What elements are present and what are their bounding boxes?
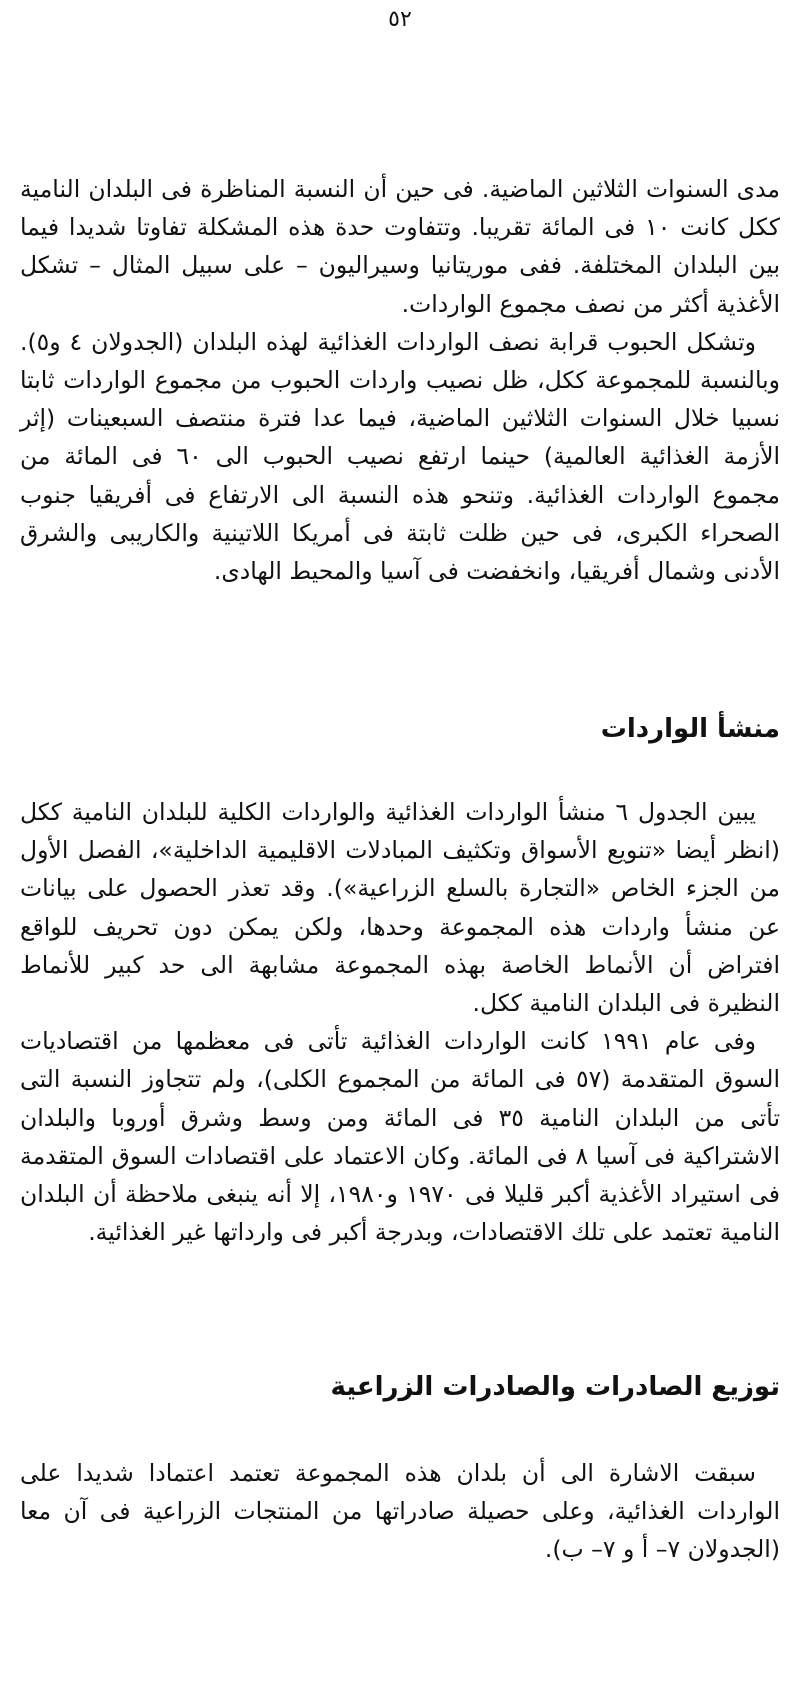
paragraph-import-share: مدى السنوات الثلاثين الماضية. فى حين أن النسبة المناظرة فى البلدان النامية ككل كانت ١٠ فى المائة تقريبا. وتتفاوت حدة هذه المشكلة تفاوتا شديدا فيما بين البلدان المختلفة. ففى موريتانيا وسيراليون – على سبيل المثال – تشكل الأغذية أكثر من نصف مجموع الواردات. — [20, 175, 781, 318]
paragraph-export-dependence: سبقت الاشارة الى أن بلدان هذه المجموعة تعتمد اعتمادا شديدا على الواردات الغذائية، وعلى حصيلة صادراتها من المنتجات الزراعية فى آن معا (الجدولان ٧– أ و ٧– ب). — [20, 1459, 780, 1564]
section-body-import-origin — [20, 793, 780, 1251]
page-number: ٥٢ — [388, 7, 412, 32]
section-body-intro — [20, 170, 780, 590]
section-body-export-distribution — [20, 1454, 780, 1569]
heading-export-distribution: توزيع الصادرات والصادرات الزراعية — [330, 1372, 780, 1402]
paragraph-cereals-share: وتشكل الحبوب قرابة نصف الواردات الغذائية لهذه البلدان (الجدولان ٤ و٥). وبالنسبة للمجموعة ككل، ظل نصيب واردات الحبوب من مجموع الواردات ثابتا نسبيا خلال السنوات الثلاثين الماضية، فيما عدا فترة منتصف السبعينات (إثر الأزمة الغذائية العالمية) حينما ارتفع نصيب الحبوب الى ٦٠ فى المائة من مجموع الواردات الغذائية. وتنحو هذه النسبة الى الارتفاع فى أفريقيا جنوب الصحراء الكبرى، فى حين ظلت ثابتة فى أمريكا اللاتينية والكاريبى والشرق الأدنى وشمال أفريقيا، وانخفضت فى آسيا والمحيط الهادى. — [20, 327, 780, 586]
paragraph-1991-imports: وفى عام ١٩٩١ كانت الواردات الغذائية تأتى فى معظمها من اقتصاديات السوق المتقدمة (٥٧ فى المائة من المجموع الكلى)، ولم تتجاوز النسبة التى تأتى من البلدان النامية ٣٥ فى المائة ومن وسط وشرق أوروبا والبلدان الاشتراكية فى آسيا ٨ فى المائة. وكان الاعتماد على اقتصادات السوق المتقدمة فى استيراد الأغذية أكبر قليلا فى ١٩٧٠ و١٩٨٠، إلا أنه ينبغى ملاحظة أن البلدان النامية تعتمد على تلك الاقتصادات، وبدرجة أكبر فى وارداتها غير الغذائية. — [20, 1027, 780, 1247]
heading-import-origin: منشأ الواردات — [600, 714, 780, 744]
paragraph-table-6: يبين الجدول ٦ منشأ الواردات الغذائية والواردات الكلية للبلدان النامية ككل (انظر أيضا «تنويع الأسواق وتكثيف المبادلات الاقليمية الداخلية»، الفصل الأول من الجزء الخاص «التجارة بالسلع الزراعية»). وقد تعذر الحصول على بيانات عن منشأ واردات هذه المجموعة وحدها، ولكن يمكن دون تحريف للواقع افتراض أن الأنماط الخاصة بهذه المجموعة مشابهة الى حد كبير للأنماط النظيرة فى البلدان النامية ككل. — [20, 798, 780, 1018]
